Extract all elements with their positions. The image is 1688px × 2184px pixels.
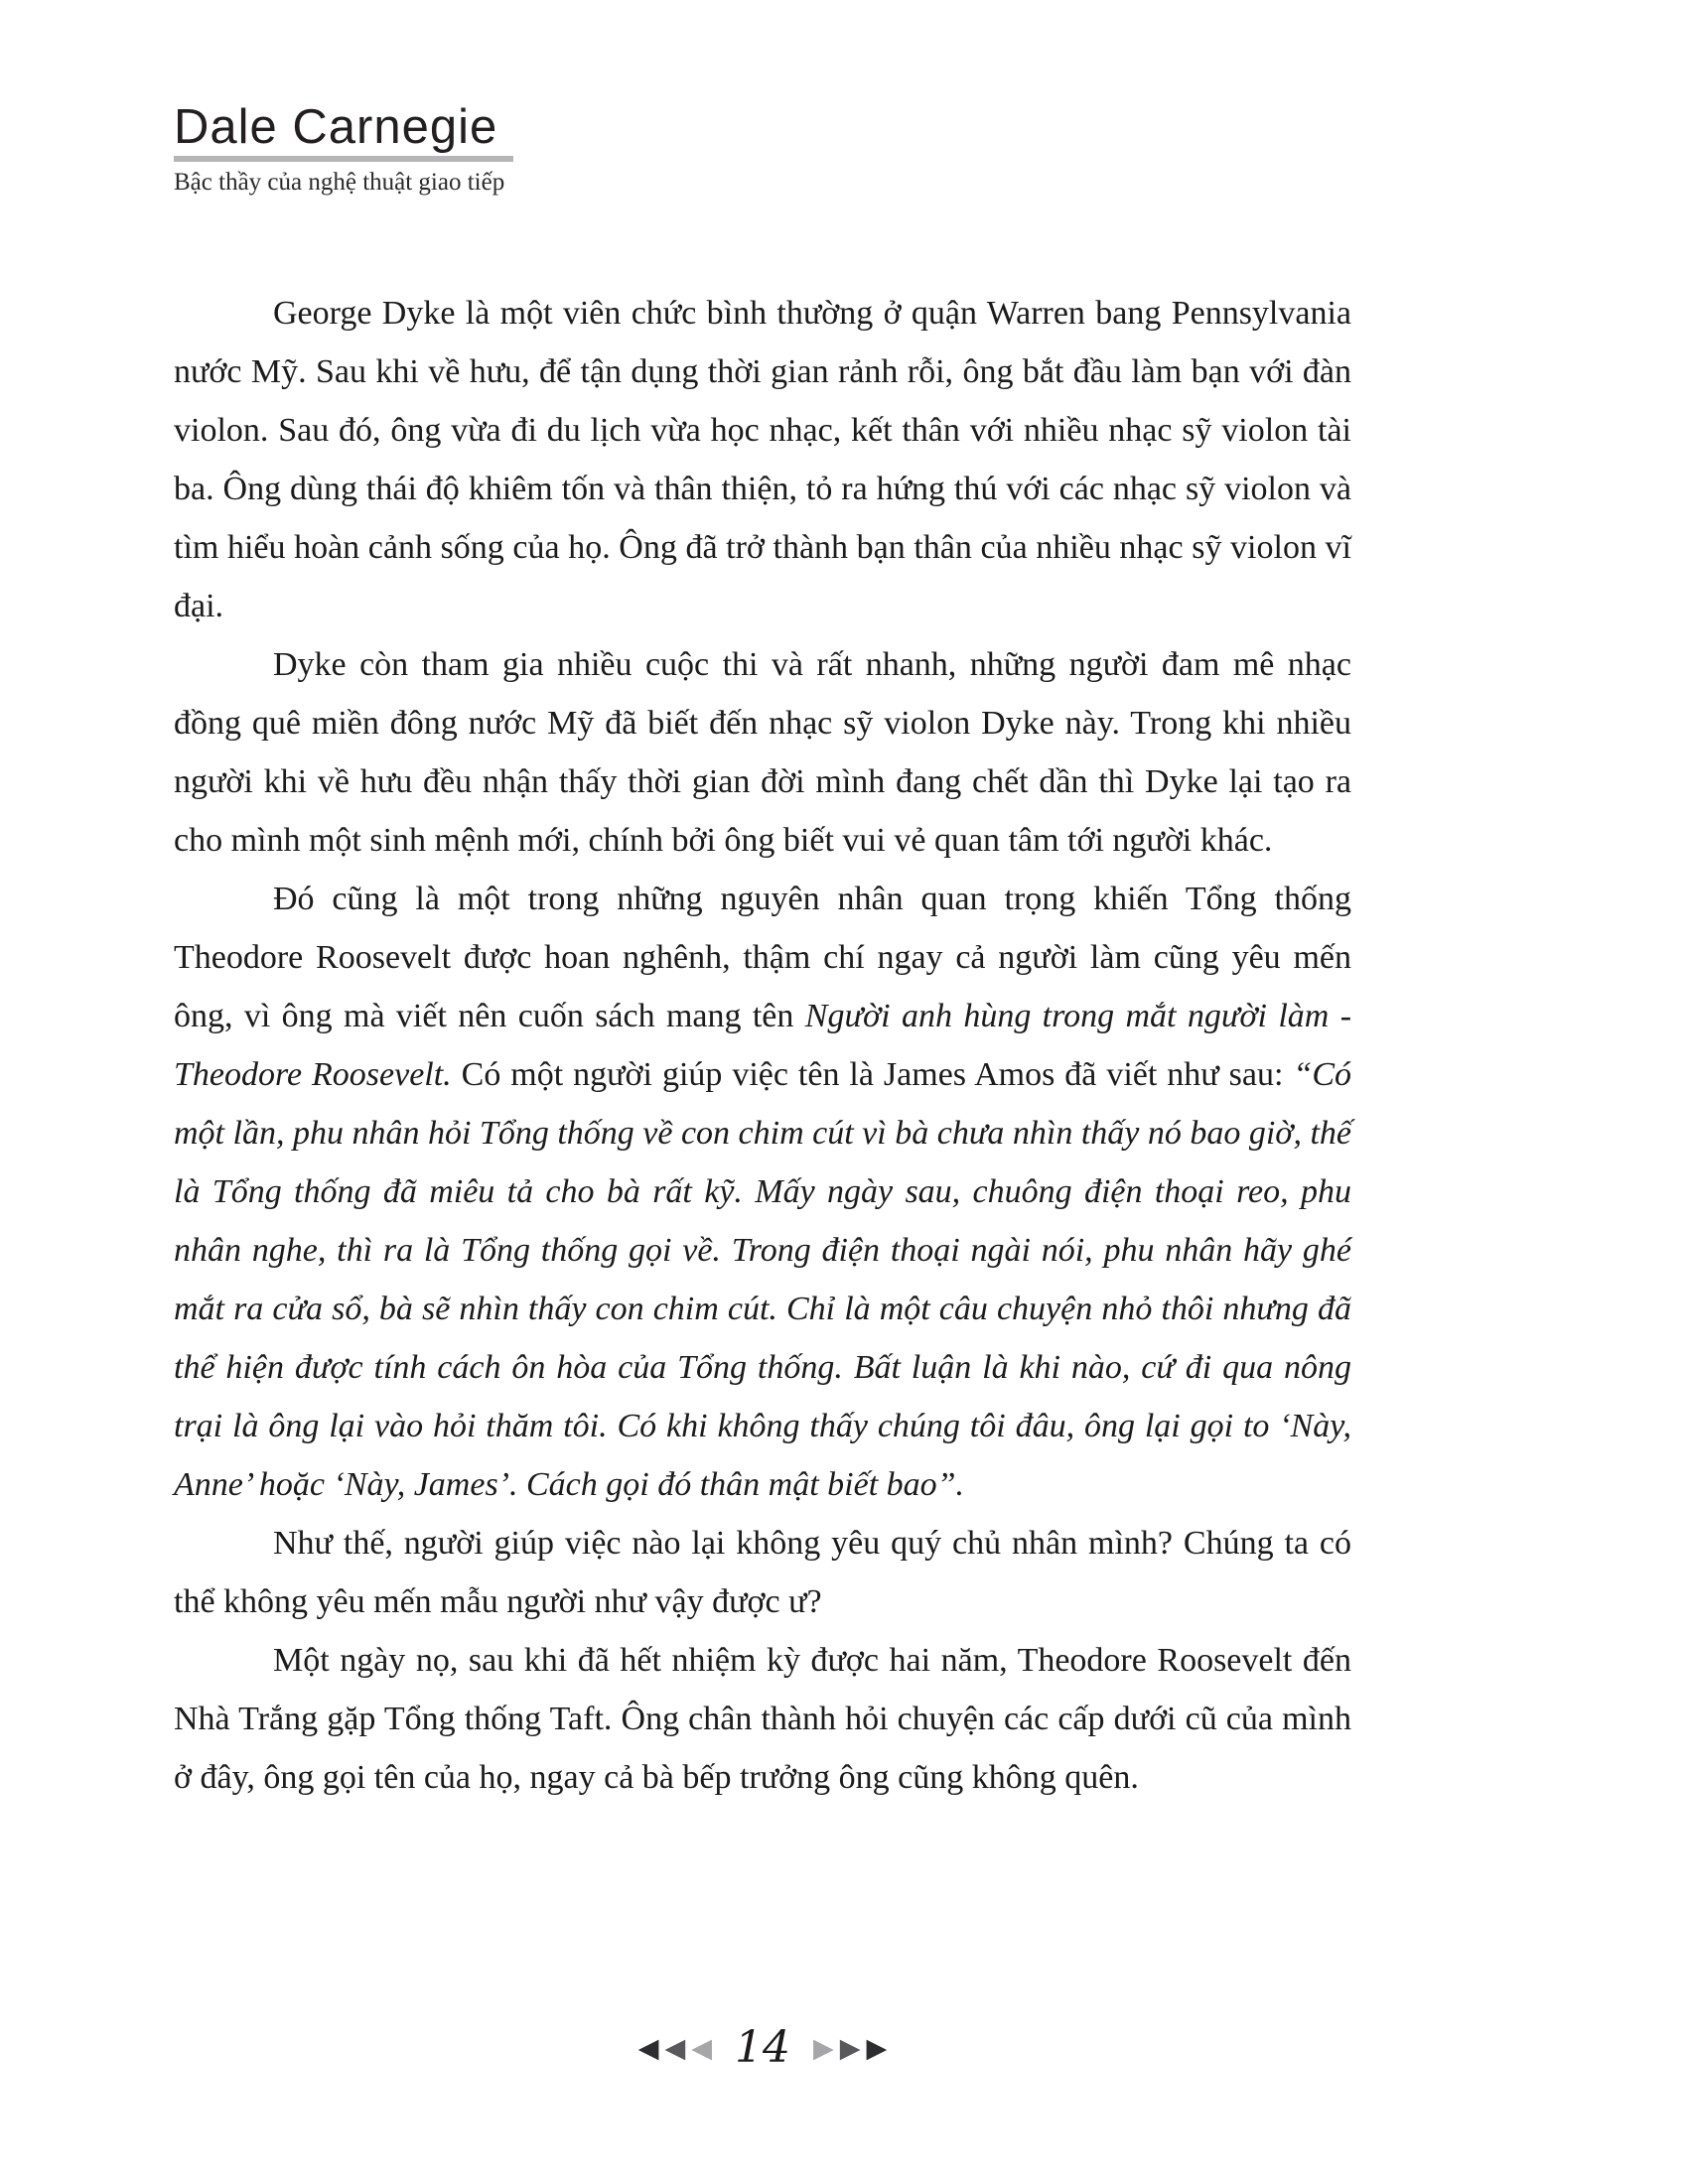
text-run: Dyke còn tham gia nhiều cuộc thi và rất nhanh, những người đam mê nhạc đồng quê miền đông nước Mỹ đã biết đến nhạc sỹ violon Dyke này. Trong khi nhiều người khi về hưu đều nhận thấy thời gian đời mình đang chết dần thì Dyke lại tạo ra cho mình một sinh mệnh mới, chính bởi ông biết vui vẻ quan tâm tới người khác.: [174, 646, 1351, 859]
next-triangle-icon: ▶: [839, 2032, 861, 2064]
italic-text-run: Người anh hùng trong mắt người làm - Theodore Roosevelt.: [174, 998, 1352, 1093]
paragraph: [174, 635, 1351, 870]
title-underline: [174, 156, 513, 162]
text-run: Như thế, người giúp việc nào lại không yêu quý chủ nhân mình? Chúng ta có thể không yêu mến mẫu người như vậy được ư?: [174, 1525, 1351, 1620]
prev-page-arrows-icon: [635, 2032, 715, 2064]
paragraph: [174, 284, 1351, 635]
prev-triangle-icon: ◀: [691, 2032, 712, 2064]
text-run: Đó cũng là một trong những nguyên nhân quan trọng khiến Tổng thống Theodore Roosevelt được hoan nghênh, thậm chí ngay cả người làm cũng yêu mến ông, vì ông mà viết nên cuốn sách mang tên: [174, 881, 1351, 1034]
page-header: [174, 99, 770, 197]
author-subtitle: Bậc thầy của nghệ thuật giao tiếp: [174, 169, 505, 196]
prev-triangle-icon: ◀: [664, 2032, 686, 2064]
italic-text-run: “Có một lần, phu nhân hỏi Tổng thống về con chim cút vì bà chưa nhìn thấy nó bao giờ, thế là Tổng thống đã miêu tả cho bà rất kỹ. Mấy ngày sau, chuông điện thoại reo, phu nhân nghe, thì ra là Tổng thống gọi về. Trong điện thoại ngài nói, phu nhân hãy ghé mắt ra cửa sổ, bà sẽ nhìn thấy con chim cút. Chỉ là một câu chuyện nhỏ thôi nhưng đã thể hiện được tính cách ôn hòa của Tổng thống. Bất luận là khi nào, cứ đi qua nông trại là ông lại vào hỏi thăm tôi. Có khi không thấy chúng tôi đâu, ông lại gọi to ‘Này, Anne’ hoặc ‘Này, James’. Cách gọi đó thân mật biết bao”.: [174, 1056, 1351, 1503]
text-run: Có một người giúp việc tên là James Amos đã viết như sau:: [451, 1056, 1294, 1093]
next-page-arrows-icon: [810, 2032, 890, 2064]
text-run: George Dyke là một viên chức bình thường ở quận Warren bang Pennsylvania nước Mỹ. Sau khi về hưu, để tận dụng thời gian rảnh rỗi, ông bắt đầu làm bạn với đàn violon. Sau đó, ông vừa đi du lịch vừa học nhạc, kết thân với nhiều nhạc sỹ violon tài ba. Ông dùng thái độ khiêm tốn và thân thiện, tỏ ra hứng thú với các nhạc sỹ violon và tìm hiểu hoàn cảnh sống của họ. Ông đã trở thành bạn thân của nhiều nhạc sỹ violon vĩ đại.: [174, 295, 1351, 624]
page-number: 14: [735, 2022, 790, 2073]
author-title: Dale Carnegie: [174, 100, 498, 154]
text-run: Một ngày nọ, sau khi đã hết nhiệm kỳ được hai năm, Theodore Roosevelt đến Nhà Trắng gặp Tổng thống Taft. Ông chân thành hỏi chuyện các cấp dưới cũ của mình ở đây, ông gọi tên của họ, ngay cả bà bếp trưởng ông cũng không quên.: [174, 1642, 1351, 1796]
next-triangle-icon: ▶: [813, 2032, 834, 2064]
paragraph: [174, 1514, 1351, 1631]
next-triangle-icon: ▶: [866, 2032, 888, 2064]
prev-triangle-icon: ◀: [637, 2032, 659, 2064]
body-text: [174, 284, 1351, 1807]
paragraph: [174, 870, 1351, 1514]
paragraph: [174, 1631, 1351, 1807]
page-footer: [174, 2023, 1351, 2073]
